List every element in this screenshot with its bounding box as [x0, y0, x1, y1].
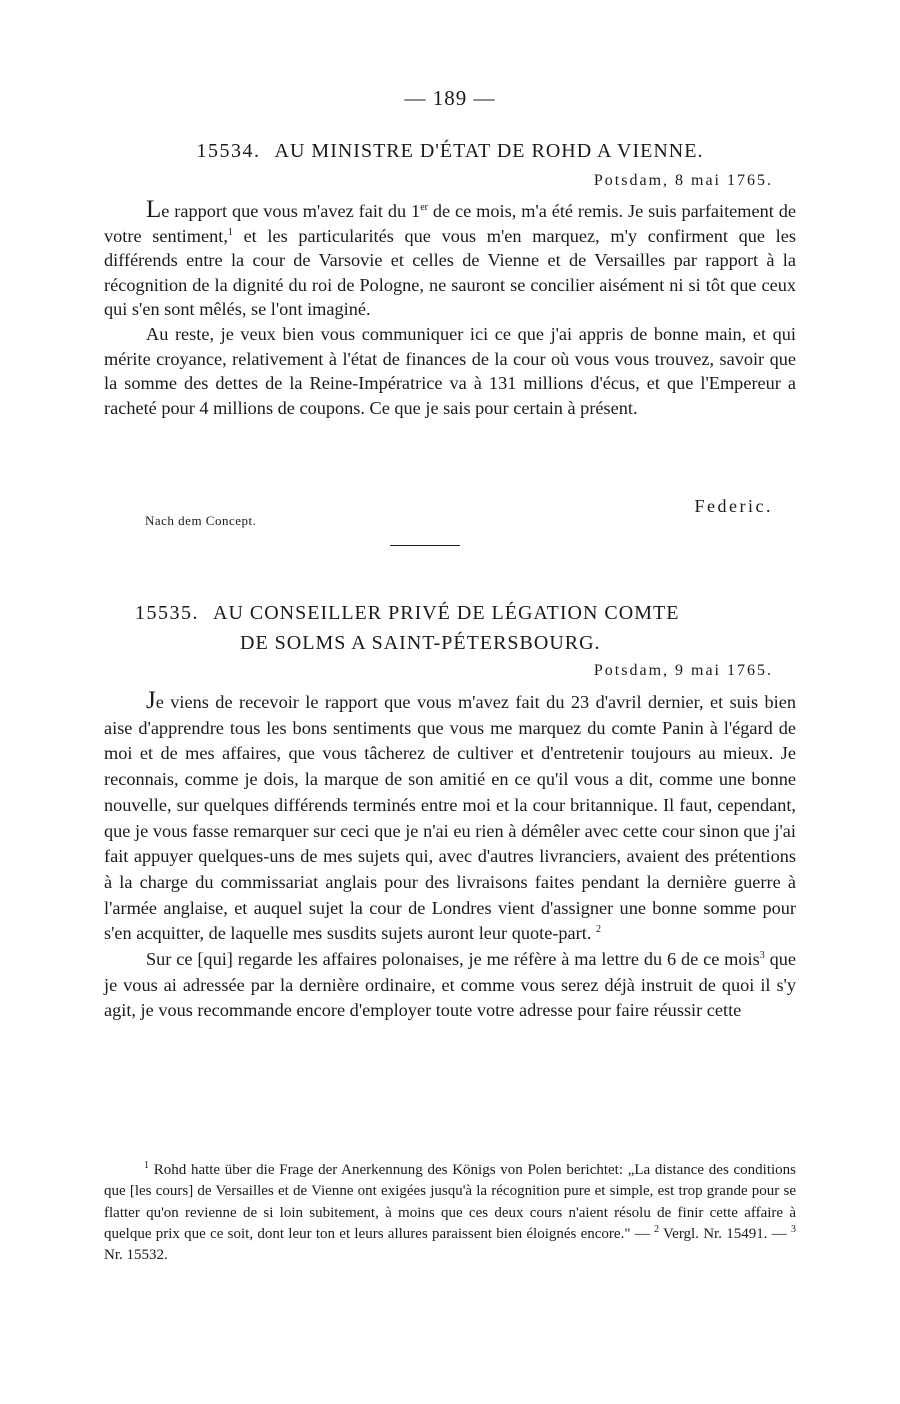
paragraph: [104, 198, 796, 322]
dateline: Potsdam, 9 mai 1765.: [593, 662, 773, 679]
paragraph: [104, 947, 796, 1024]
footnote: [104, 1160, 796, 1266]
paragraph: [104, 688, 796, 947]
letter-title: DE SOLMS A SAINT-PÉTERSBOURG.: [240, 632, 601, 654]
text-run: Je viens de recevoir le rapport que vous m'avez fait du 23 d'avril dernier, et suis bien aise d'apprendre tous les bons sentiments que vous me marquez du comte Panin à l'égard de moi et de mes affaires, que vous tâcherez de cultiver et d'entretenir toujours au mieux. Je reconnais, comme je dois, la marque de son amitié en ce qu'il vous a dit, comme une bonne nouvelle, sur quelques différends terminés entre moi et la cour britannique. Il faut, cependant, que je vous fasse remarquer sur ceci que je n'ai eu rien à démêler avec cette cour sinon que j'ai fait appuyer quelques-uns de mes sujets qui, avec d'autres livranciers, avaient des prétentions à la charge du commissariat anglais pour des livraisons faites pendant la dernière guerre à l'armée anglaise, et auquel sujet la cour de Londres vient d'assigner une bonne somme pour s'en acquitter, de laquelle mes susdits sujets auront leur quote-part.: [104, 687, 796, 944]
source-note: Nach dem Concept.: [145, 513, 257, 528]
dateline: Potsdam, 8 mai 1765.: [593, 172, 773, 189]
letter-heading: [100, 598, 800, 658]
footnote-mark: 2: [654, 1223, 659, 1235]
text-run: Nr. 15532.: [104, 1247, 168, 1264]
footnote-ref: 3: [759, 949, 765, 961]
text-run: Vergl. Nr. 15491. —: [659, 1225, 792, 1242]
letter-number: 15534.: [196, 140, 261, 162]
footnotes: [104, 1160, 796, 1266]
text-run: de ce mois, m'a été remis. Je suis parfaitement de votre sentiment,: [104, 201, 797, 246]
text-run: Le rapport que vous m'avez fait du 1: [146, 196, 421, 223]
footnote-ref: 1: [227, 226, 233, 238]
text-run: et les particularités que vous m'en marquez, m'y confirment que les différends entre la cour de Varsovie et celles de Vienne et de Versailles par rapport à la récognition de la dignité du roi de Pologne, ne sauront se concilier aisément ni si tôt que ceux qui s'en sont mêlés, se l'ont imaginé.: [104, 225, 796, 320]
footnote-mark: 1: [144, 1160, 149, 1171]
paragraph: Au reste, je veux bien vous communiquer ici ce que j'ai appris de bonne main, et qui mérite croyance, relativement à l'état de finances de la cour où vous vous trouvez, savoir que la somme des dettes de la Reine-Impératrice va à 131 millions d'écus, et que l'Empereur a racheté pour 4 millions de coupons. Ce que je sais pour certain à présent.: [104, 323, 796, 418]
text-run: Rohd hatte über die Frage der Anerkennung des Königs von Polen berichtet: „La distance des conditions que [les cours] de Versailles et de Vienne ont exigées jusqu'à la récognition pure et simple, est trop grande pour se flatter qu'on revienne de si loin subitement, à moins que ces deux cours n'aient résolu de finir cette affaire à quelque prix que ce soit, dont leur ton et leurs allures paraissent bien éloignés encore." —: [104, 1162, 796, 1242]
letter-heading: [100, 136, 800, 166]
footnote-mark: 3: [791, 1223, 797, 1235]
letter-title: AU CONSEILLER PRIVÉ DE LÉGATION COMTE: [213, 602, 680, 624]
text-run: Sur ce [qui] regarde les affaires polonaises, je me réfère à ma lettre du 6 de ce mois: [146, 949, 760, 970]
letter-number: 15535.: [135, 602, 199, 624]
footnote-ref: 2: [595, 924, 601, 936]
letter-title: AU MINISTRE D'ÉTAT DE ROHD A VIENNE.: [274, 140, 704, 162]
section-divider: [390, 545, 460, 546]
letter-body: [104, 198, 796, 420]
superscript: er: [420, 201, 428, 213]
page-number: — 189 —: [404, 86, 496, 110]
letter-body: [104, 688, 796, 1024]
signature: Federic.: [694, 496, 773, 516]
text-run: que je vous ai adressée par la dernière ordinaire, et comme vous serez déjà instruit de quoi il s'y agit, je vous recommande encore d'employer toute votre adresse pour faire réussir cette: [104, 949, 796, 1021]
